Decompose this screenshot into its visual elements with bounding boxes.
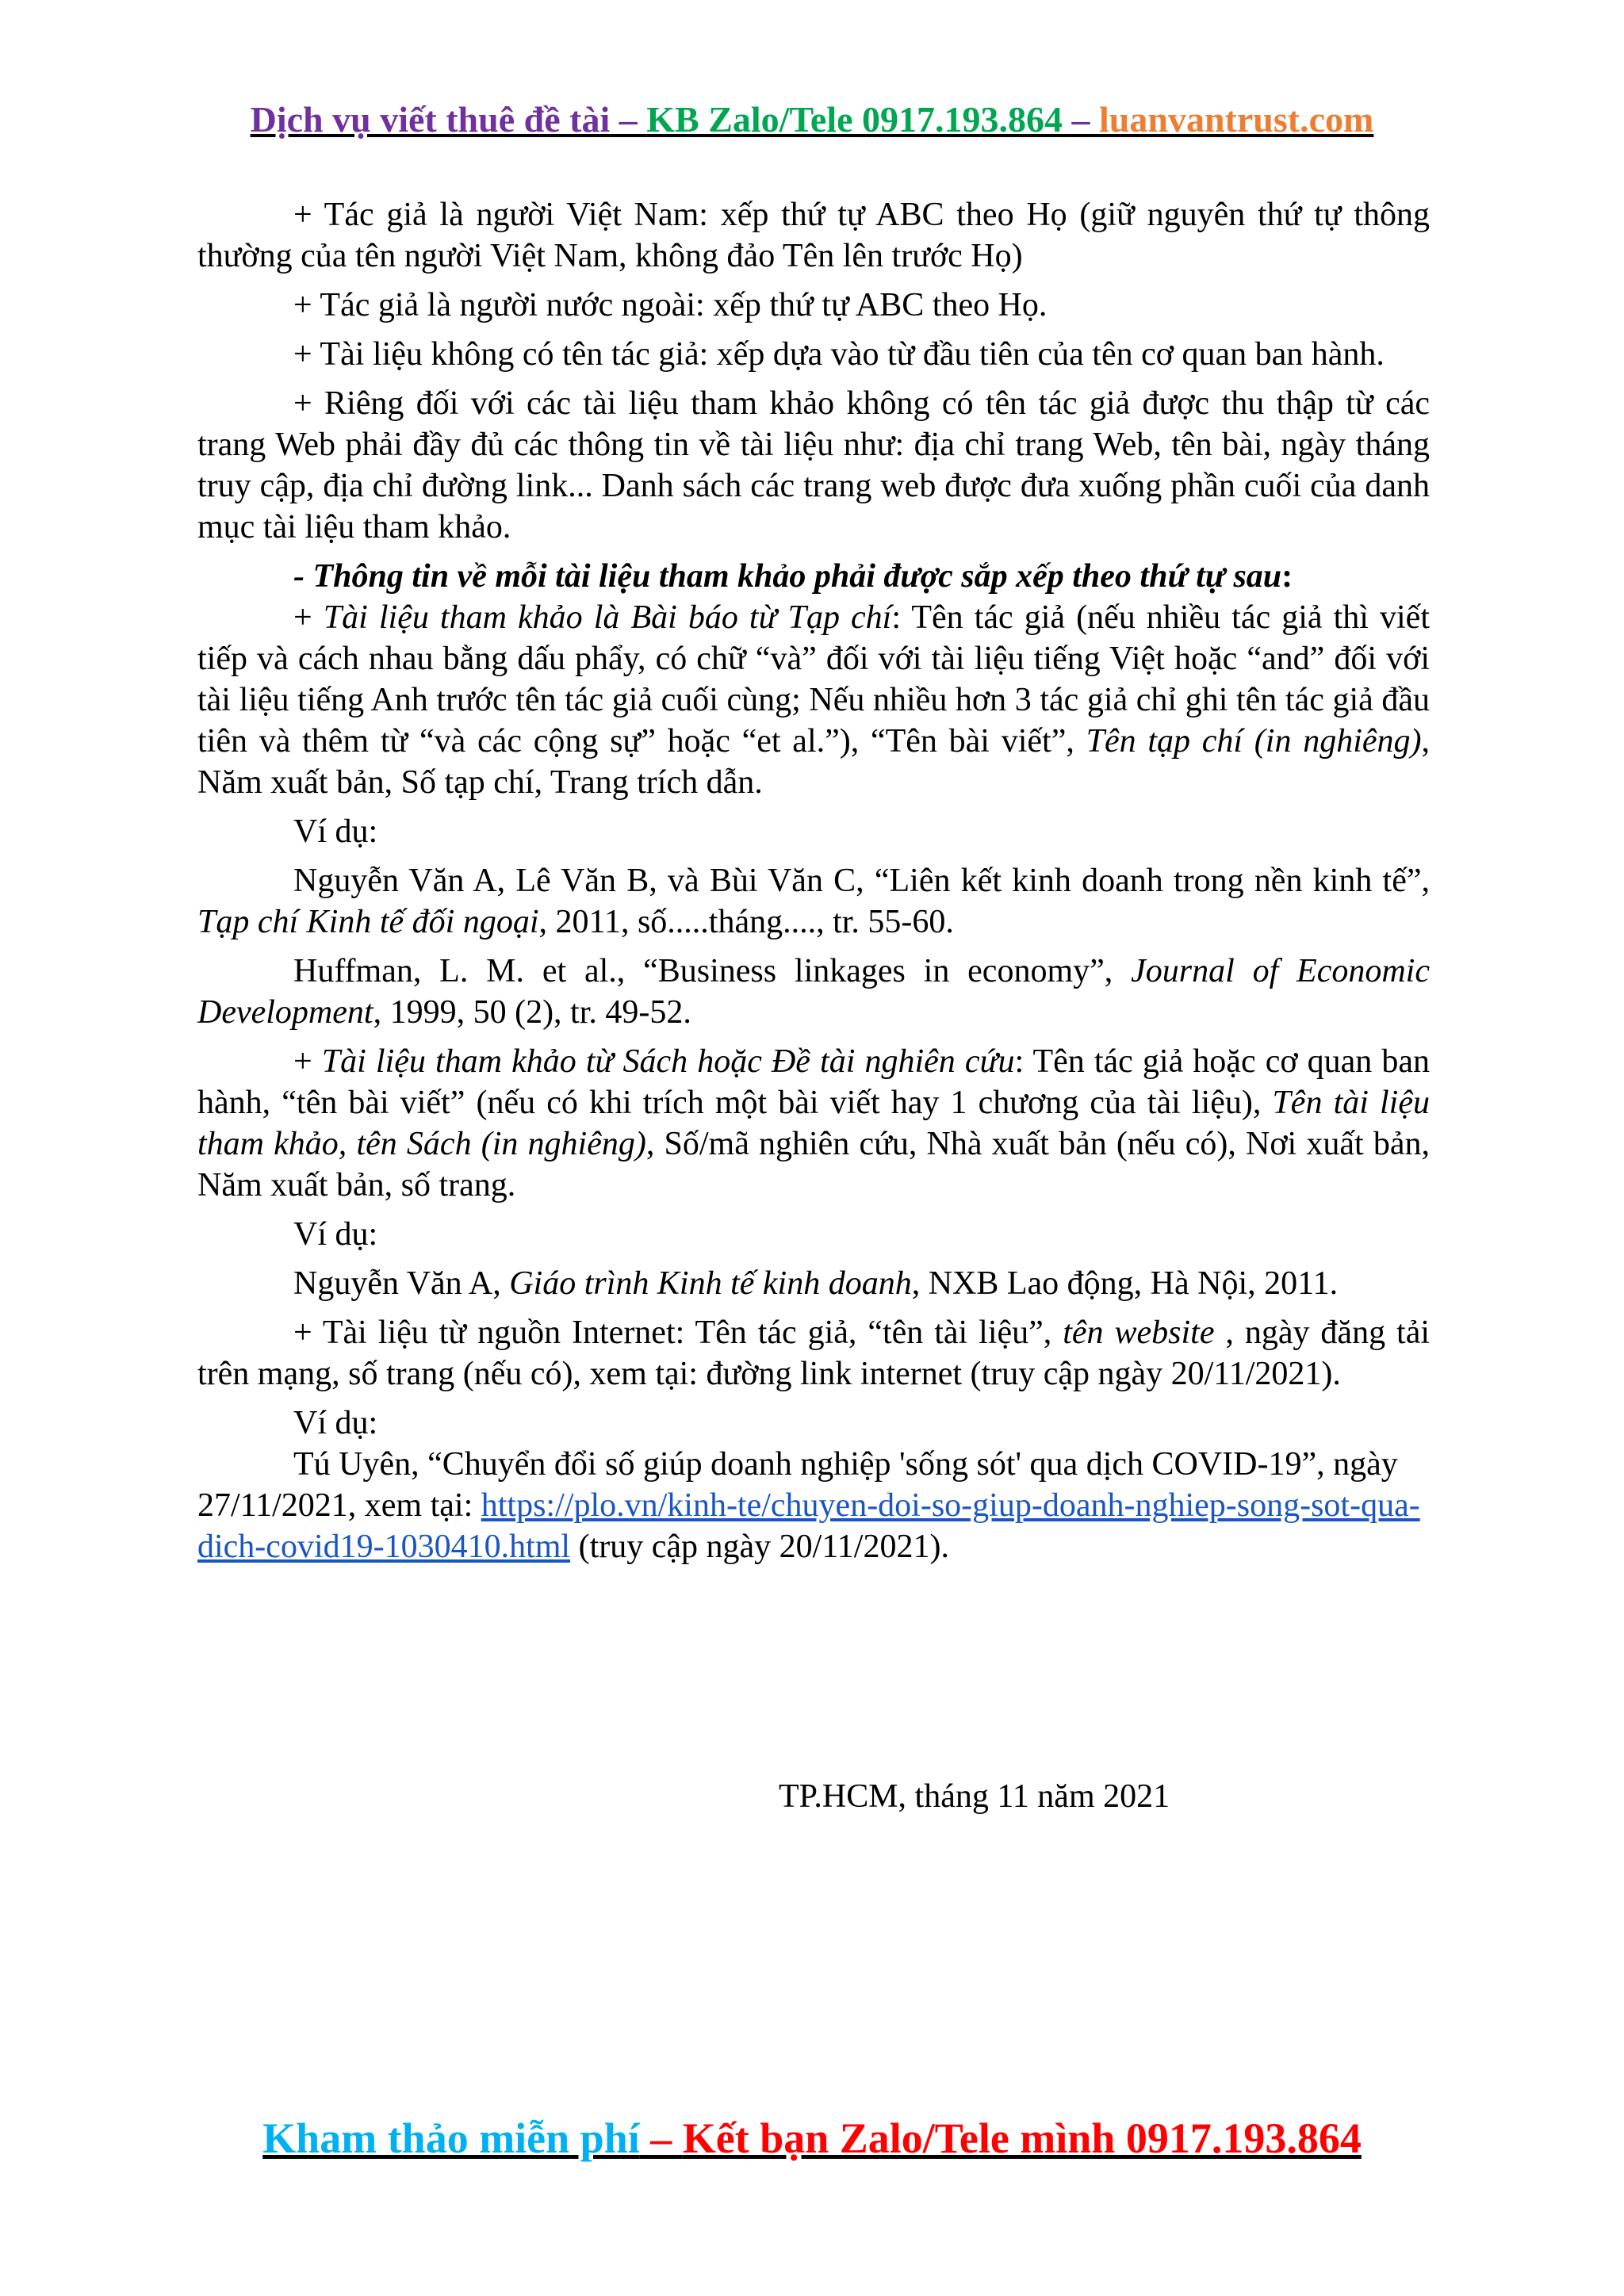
example-text: Tú Uyên, “Chuyển đổi số giúp doanh nghiệp 'sống sót' qua dịch COVID-19”, ngày 27/11/2021, xem tại:	[197, 1446, 1398, 1524]
example-english-article	[197, 951, 1430, 1033]
footer-separator: –	[639, 2114, 683, 2162]
example-text: Nguyễn Văn A,	[293, 1265, 510, 1302]
header-separator: –	[610, 99, 647, 140]
example-vietnamese-article	[197, 860, 1430, 943]
header-banner	[0, 95, 1624, 144]
example-text: Nguyễn Văn A, Lê Văn B, và Bùi Văn C, “Liên kết kinh doanh trong nền kinh tế”,	[293, 863, 1430, 899]
internet-text-end: , ngày đăng tải trên mạng, số trang (nếu có), xem tại: đường link internet (truy cập ngày 20/11/2021).	[197, 1314, 1430, 1392]
book-text-end: , Số/mã nghiên cứu, Nhà xuất bản (nếu có), Nơi xuất bản, Năm xuất bản, số trang.	[197, 1126, 1430, 1203]
header-website-link[interactable]: luanvantrust.com	[1099, 99, 1374, 140]
journal-title-italic: Tài liệu tham khảo là Bài báo từ Tạp chí	[323, 599, 892, 636]
journal-name-italic: Tên tạp chí (in nghiêng)	[1086, 723, 1422, 760]
paragraph-vietnamese-author: + Tác giả là người Việt Nam: xếp thứ tự ABC theo Họ (giữ nguyên thứ tự thông thường của tên người Việt Nam, không đảo Tên lên trước Họ)	[197, 197, 1430, 274]
section-heading-text: - Thông tin về mỗi tài liệu tham khảo phải được sắp xếp theo thứ tự sau	[293, 558, 1282, 595]
paragraph-web-sources: + Riêng đối với các tài liệu tham khảo không có tên tác giả được thu thập từ các trang Web phải đầy đủ các thông tin về tài liệu như: địa chỉ trang Web, tên bài, ngày tháng truy cập, địa chỉ đường link... Danh sách các trang web được đưa xuống phần cuối của danh mục tài liệu tham khảo.	[197, 385, 1430, 545]
header-service-link[interactable]: Dịch vụ viết thuê đề tài	[250, 99, 611, 140]
journal-text: : Tên tác giả (nếu nhiều tác giả thì viết tiếp và cách nhau bằng dấu phẩy, có chữ “và” đối với tài liệu tiếng Việt hoặc “and” đối với tài liệu tiếng Anh trước tên tác giả cuối cùng; Nếu nhiều hơn 3 tác giả chỉ ghi tên tác giả đầu tiên và thêm từ “và các cộng sự” hoặc “et al.”), “Tên bài viết”,	[197, 599, 1430, 760]
header-contact-link[interactable]: KB Zalo/Tele 0917.193.864	[646, 99, 1063, 140]
example-text-end: , NXB Lao động, Hà Nội, 2011.	[911, 1265, 1339, 1302]
journal-text-end: , Năm xuất bản, Số tạp chí, Trang trích dẫn.	[197, 723, 1430, 801]
example-journal-italic: Tạp chí Kinh tế đối ngoại	[197, 904, 539, 940]
example-text-end: , 1999, 50 (2), tr. 49-52.	[373, 994, 691, 1031]
document-body	[197, 194, 1430, 1567]
internet-text: + Tài liệu từ nguồn Internet: Tên tác giả, “tên tài liệu”,	[293, 1314, 1063, 1351]
example-text-end: (truy cập ngày 20/11/2021).	[570, 1529, 949, 1565]
section-heading-colon: :	[1281, 558, 1293, 595]
journal-prefix: +	[293, 599, 324, 636]
book-prefix: +	[293, 1043, 322, 1080]
book-name-italic: Tên tài liệu tham khảo, tên Sách (in nghiêng)	[197, 1085, 1430, 1162]
internet-website-italic: tên website	[1063, 1314, 1215, 1351]
example-text: Huffman, L. M. et al., “Business linkages in economy”,	[293, 953, 1132, 989]
example-book	[197, 1263, 1430, 1304]
footer-contact-link[interactable]: Kết bạn Zalo/Tele mình 0917.193.864	[682, 2114, 1362, 2162]
paragraph-book-research	[197, 1041, 1430, 1206]
footer-free-reference-link[interactable]: Kham thảo miễn phí	[262, 2114, 640, 2162]
example-label: Ví dụ:	[293, 813, 378, 850]
example-text-end: , 2011, số.....tháng...., tr. 55-60.	[538, 904, 954, 940]
book-title-italic: Tài liệu tham khảo từ Sách hoặc Đề tài nghiên cứu	[321, 1043, 1015, 1080]
example-internet	[197, 1444, 1430, 1567]
paragraph-internet-source	[197, 1312, 1430, 1395]
header-separator: –	[1063, 99, 1100, 140]
example-book-italic: Giáo trình Kinh tế kinh doanh	[509, 1265, 912, 1302]
paragraph-no-author: + Tài liệu không có tên tác giả: xếp dựa vào từ đầu tiên của tên cơ quan ban hành.	[293, 336, 1385, 373]
example-url-link[interactable]: https://plo.vn/kinh-te/chuyen-doi-so-giup-doanh-nghiep-song-sot-qua-dich-covid19-1030410.html	[197, 1487, 1420, 1565]
example-label: Ví dụ:	[293, 1216, 378, 1253]
example-label: Ví dụ:	[293, 1405, 378, 1441]
footer-banner	[0, 2110, 1624, 2167]
place-date: TP.HCM, tháng 11 năm 2021	[779, 1778, 1170, 1815]
paragraph-foreign-author: + Tác giả là người nước ngoài: xếp thứ tự ABC theo Họ.	[293, 287, 1048, 323]
book-text: : Tên tác giả hoặc cơ quan ban hành, “tên bài viết” (nếu có khi trích một bài viết hay 1 chương của tài liệu),	[197, 1043, 1431, 1121]
section-heading	[197, 556, 1430, 597]
paragraph-journal-article	[197, 597, 1430, 803]
example-journal-italic: Journal of Economic Development	[197, 953, 1430, 1031]
